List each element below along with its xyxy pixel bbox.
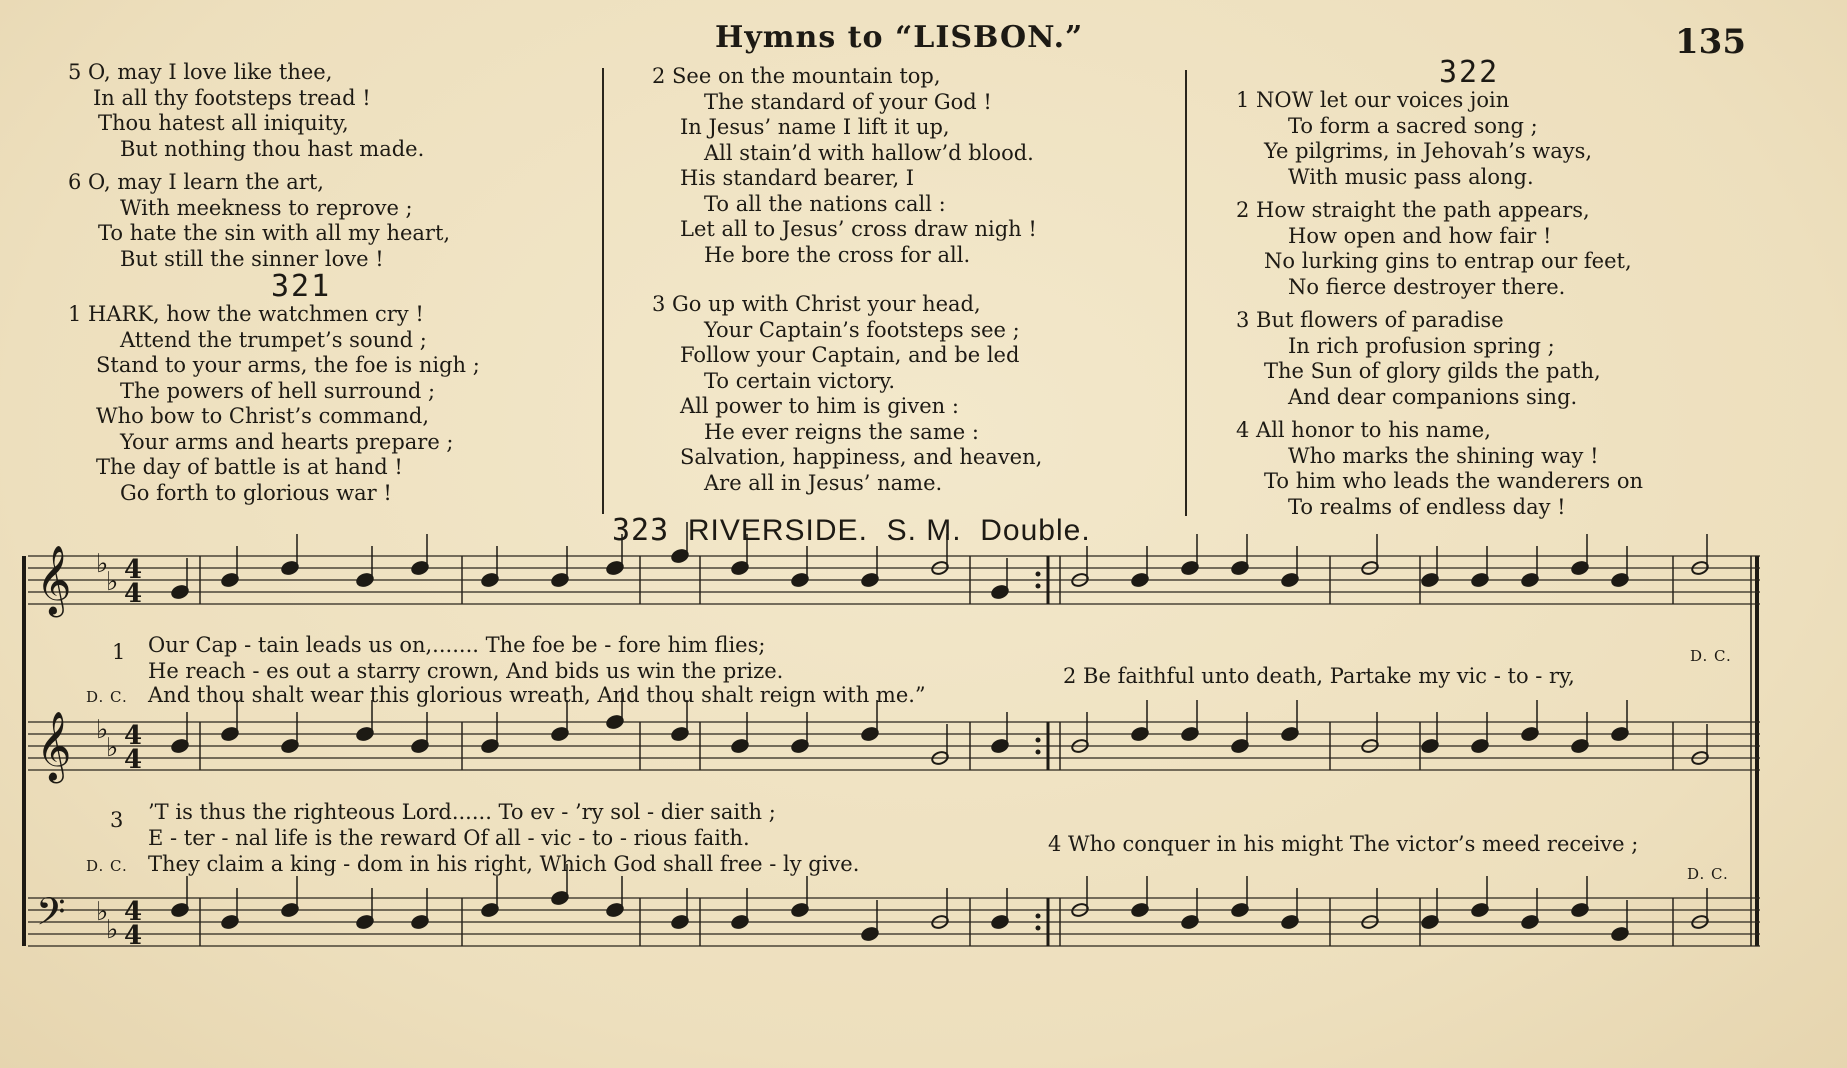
verse-line: 1 NOW let our voices join bbox=[1236, 88, 1510, 112]
flat-icon: ♭ bbox=[96, 897, 109, 927]
verse-line: All stain’d with hallow’d blood. bbox=[704, 140, 1034, 165]
verse-line: To realms of endless day ! bbox=[1288, 494, 1566, 519]
treble-clef-icon: 𝄞 bbox=[36, 711, 72, 781]
time-signature-top: 4 bbox=[124, 555, 143, 585]
verse-line: Your arms and hearts prepare ; bbox=[120, 429, 454, 454]
lyric-line: And thou shalt wear this glorious wreath, And thou shalt reign with me.” bbox=[148, 683, 926, 707]
verse-line: With music pass along. bbox=[1288, 164, 1534, 189]
verse-line: The Sun of glory gilds the path, bbox=[1264, 359, 1601, 383]
verse-line: The day of battle is at hand ! bbox=[96, 455, 403, 479]
verse-line: 2 How straight the path appears, bbox=[1236, 198, 1590, 222]
verse-line: Go forth to glorious war ! bbox=[120, 480, 392, 505]
verse-line: Your Captain’s footsteps see ; bbox=[704, 317, 1020, 342]
lyric-line: Our Cap - tain leads us on,....... The foe be - fore him flies; bbox=[148, 633, 766, 657]
verse-line: How open and how fair ! bbox=[1288, 223, 1552, 248]
time-signature-bottom: 4 bbox=[124, 921, 143, 951]
verse-line: He ever reigns the same : bbox=[704, 419, 979, 444]
tune-number: 323 bbox=[612, 513, 670, 548]
verse-line: Attend the trumpet’s sound ; bbox=[120, 327, 427, 352]
verse-line: Salvation, happiness, and heaven, bbox=[680, 445, 1043, 469]
verse-line: To certain victory. bbox=[704, 368, 896, 393]
lyric-line: 2 Be faithful unto death, Partake my vic - to - ry, bbox=[1063, 664, 1575, 688]
hymn-number-322: 322 bbox=[1439, 55, 1500, 90]
repeat-dot bbox=[1036, 572, 1041, 577]
verse-line: To form a sacred song ; bbox=[1288, 113, 1538, 138]
verse-line: In Jesus’ name I lift it up, bbox=[680, 115, 950, 139]
verse-line: In rich profusion spring ; bbox=[1288, 333, 1555, 358]
lyric-verse-number: 3 bbox=[110, 808, 124, 832]
verse-line: His standard bearer, I bbox=[680, 166, 915, 190]
lyric-line: ’T is thus the righteous Lord...... To ev - ’ry sol - dier saith ; bbox=[148, 800, 776, 824]
repeat-dot bbox=[1036, 584, 1041, 589]
verse-line: Who bow to Christ’s command, bbox=[96, 404, 430, 428]
lyric-line: 4 Who conquer in his might The victor’s meed receive ; bbox=[1048, 832, 1639, 856]
time-signature-top: 4 bbox=[124, 897, 143, 927]
tune-name: RIVERSIDE. bbox=[687, 514, 868, 547]
dc-marker: D. C. bbox=[1690, 647, 1732, 665]
verse-line: 1 HARK, how the watchmen cry ! bbox=[68, 302, 424, 326]
verse-line: He bore the cross for all. bbox=[704, 242, 971, 267]
verse-line: The standard of your God ! bbox=[704, 89, 992, 114]
verse-line: Stand to your arms, the foe is nigh ; bbox=[96, 353, 480, 377]
time-signature-top: 4 bbox=[124, 721, 143, 751]
verse-line: 2 See on the mountain top, bbox=[652, 64, 941, 88]
flat-icon: ♭ bbox=[106, 915, 119, 945]
lyric-line: E - ter - nal life is the reward Of all - vic - to - rious faith. bbox=[148, 826, 750, 850]
verse-line: 3 But flowers of paradise bbox=[1236, 308, 1504, 332]
verse-line: Let all to Jesus’ cross draw nigh ! bbox=[680, 217, 1037, 241]
verse-line: But nothing thou hast made. bbox=[120, 136, 425, 161]
tune-form: Double. bbox=[980, 514, 1091, 547]
flat-icon: ♭ bbox=[106, 567, 119, 597]
dc-marker: D. C. bbox=[1687, 865, 1729, 883]
flat-icon: ♭ bbox=[96, 549, 109, 579]
verse-line: No fierce destroyer there. bbox=[1288, 274, 1566, 299]
dc-marker: D. C. bbox=[86, 688, 128, 706]
tune-meter: S. M. bbox=[886, 514, 962, 547]
verse-line: And dear companions sing. bbox=[1288, 384, 1578, 409]
time-signature-bottom: 4 bbox=[124, 579, 143, 609]
verse-line: To hate the sin with all my heart, bbox=[98, 221, 451, 245]
dc-marker: D. C. bbox=[86, 857, 128, 875]
verse-line: Who marks the shining way ! bbox=[1288, 443, 1599, 468]
verse-line: With meekness to reprove ; bbox=[120, 195, 413, 220]
time-signature-bottom: 4 bbox=[124, 745, 143, 775]
verse-line: Ye pilgrims, in Jehovah’s ways, bbox=[1264, 139, 1593, 163]
verse-line: But still the sinner love ! bbox=[120, 246, 384, 271]
verse-line: In all thy footsteps tread ! bbox=[93, 85, 371, 110]
repeat-dot bbox=[1036, 750, 1041, 755]
lyric-line: They claim a king - dom in his right, Which God shall free - ly give. bbox=[148, 852, 860, 876]
lyric-line: He reach - es out a starry crown, And bids us win the prize. bbox=[148, 659, 784, 683]
verse-line: 3 Go up with Christ your head, bbox=[652, 292, 981, 316]
bass-clef-icon: 𝄢 bbox=[36, 889, 66, 943]
page-number: 135 bbox=[1675, 22, 1746, 62]
verse-line: 4 All honor to his name, bbox=[1236, 418, 1491, 442]
verse-line: 6 O, may I learn the art, bbox=[68, 170, 324, 194]
hymn-number-321: 321 bbox=[271, 269, 332, 304]
verse-line: 5 O, may I love like thee, bbox=[68, 60, 333, 84]
verse-line: Thou hatest all iniquity, bbox=[98, 111, 349, 135]
repeat-dot bbox=[1036, 926, 1041, 931]
verse-line: All power to him is given : bbox=[680, 394, 959, 418]
verse-line: Are all in Jesus’ name. bbox=[704, 470, 943, 495]
lyric-verse-number: 1 bbox=[112, 640, 126, 664]
verse-line: To him who leads the wanderers on bbox=[1264, 469, 1643, 493]
verse-line: To all the nations call : bbox=[704, 191, 946, 216]
repeat-dot bbox=[1036, 914, 1041, 919]
verse-line: Follow your Captain, and be led bbox=[680, 343, 1020, 367]
flat-icon: ♭ bbox=[106, 733, 119, 763]
treble-clef-icon: 𝄞 bbox=[36, 545, 72, 615]
verse-line: The powers of hell surround ; bbox=[120, 378, 436, 403]
verse-line: No lurking gins to entrap our feet, bbox=[1264, 249, 1632, 273]
page-header-title: Hymns to “LISBON.” bbox=[715, 20, 1084, 55]
repeat-dot bbox=[1036, 738, 1041, 743]
flat-icon: ♭ bbox=[96, 715, 109, 745]
